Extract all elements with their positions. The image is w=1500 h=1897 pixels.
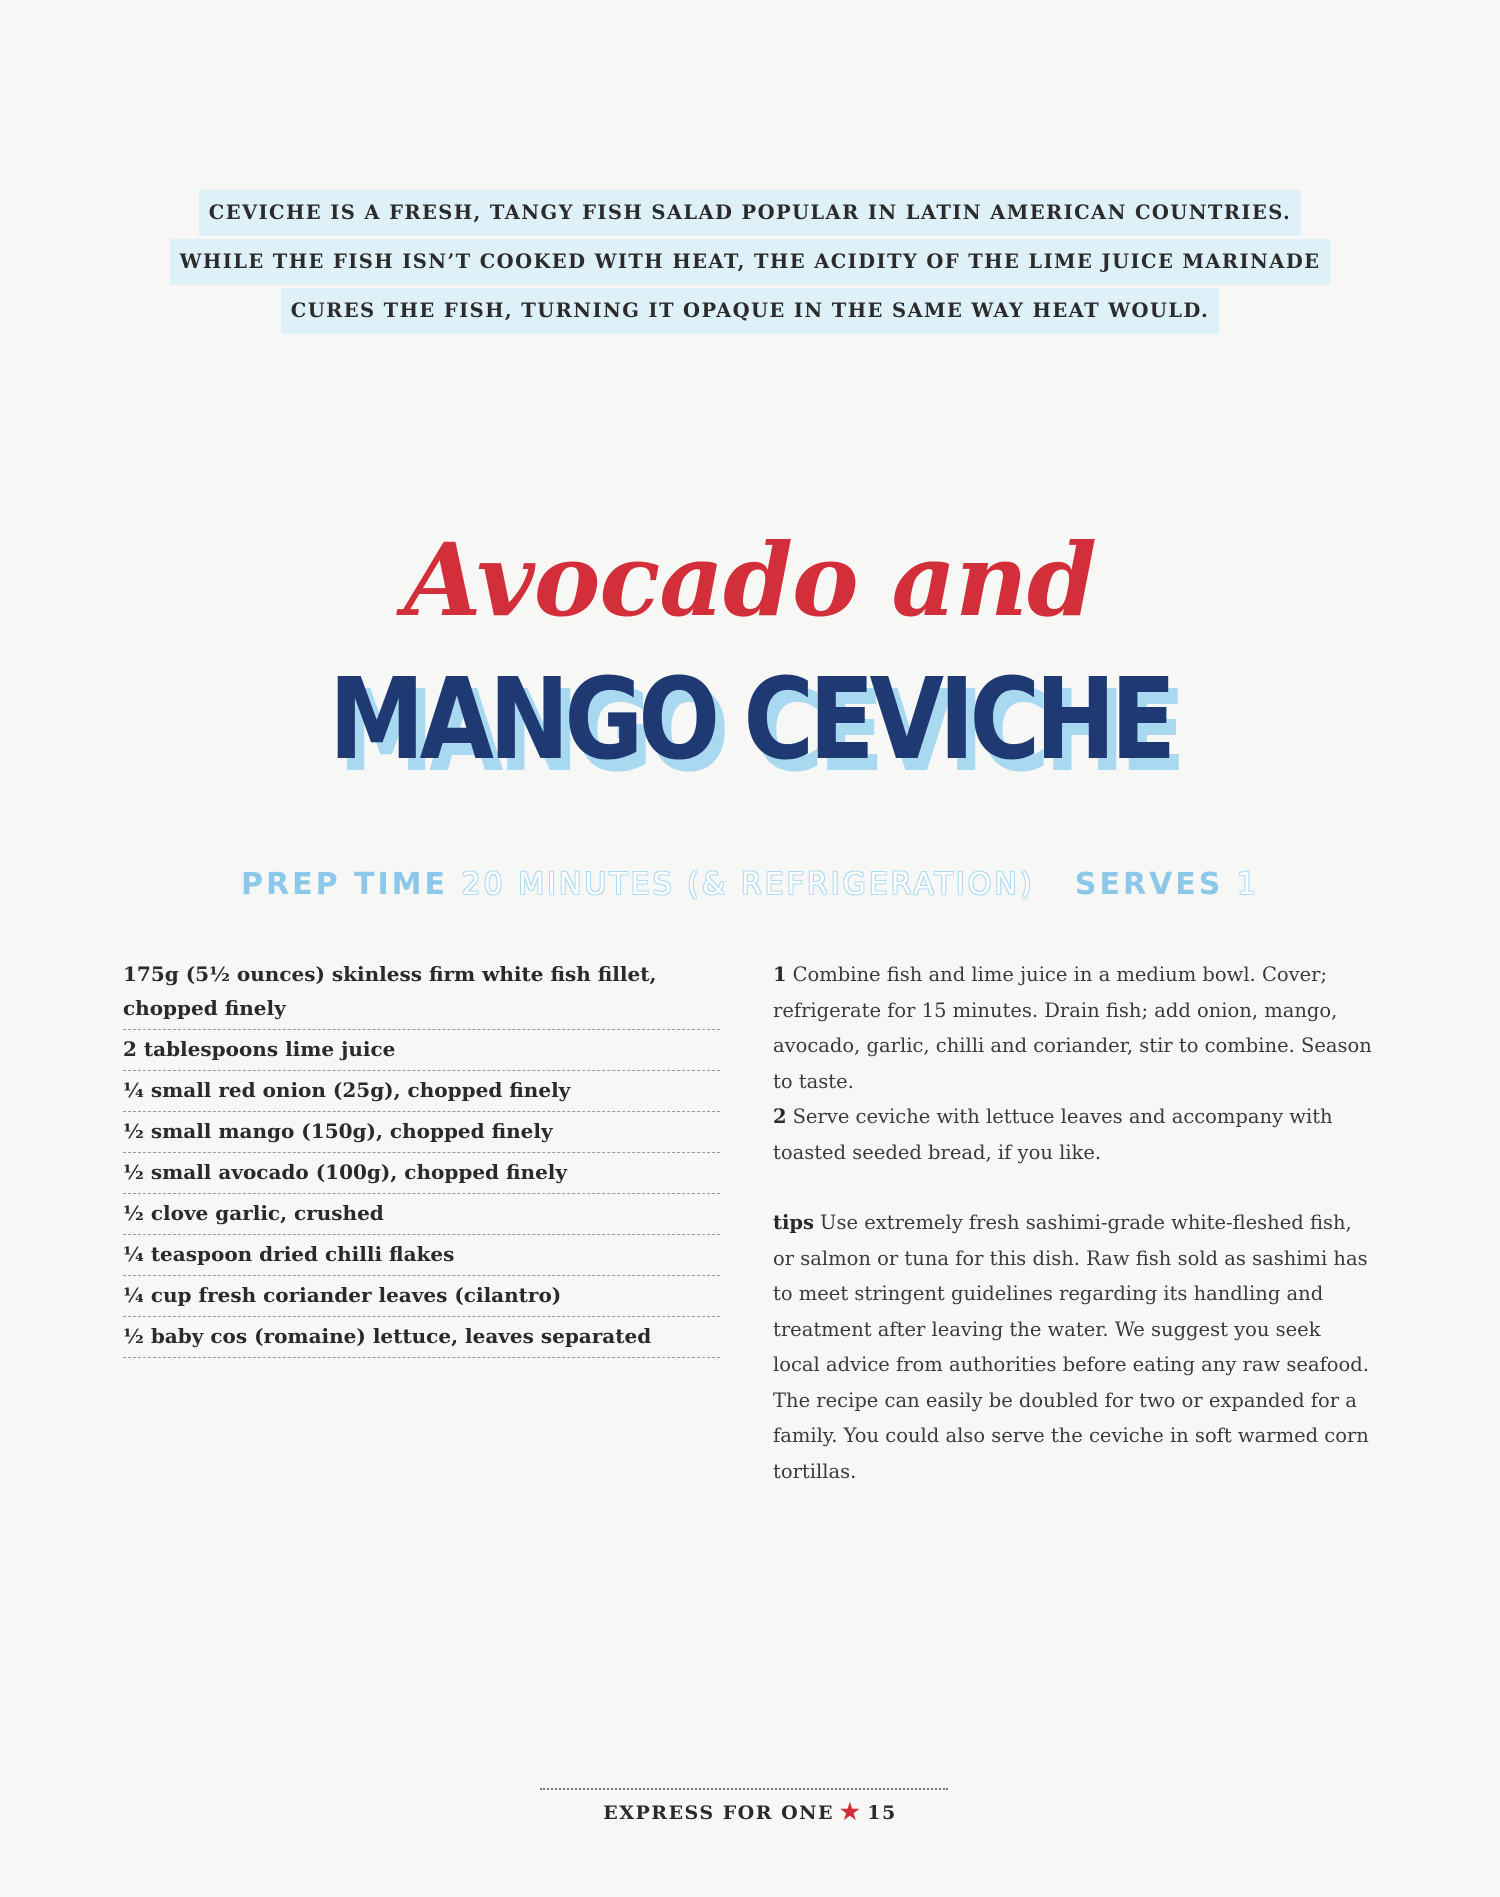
serves-label: SERVES (1074, 867, 1224, 902)
prep-time-value: 20 MINUTES (& REFRIGERATION) (461, 867, 1035, 902)
ingredient-item: 175g (5½ ounces) skinless firm white fish fillet, chopped finely (123, 955, 720, 1030)
ingredient-item: 2 tablespoons lime juice (123, 1030, 720, 1071)
prep-time-label: PREP TIME (241, 867, 449, 902)
book-title: EXPRESS FOR ONE (603, 1802, 835, 1824)
step-number: 1 (773, 963, 787, 986)
ingredient-item: ¼ cup fresh coriander leaves (cilantro) (123, 1276, 720, 1317)
page-footer (0, 1797, 1500, 1828)
prep-info (0, 865, 1500, 905)
intro-text (0, 190, 1500, 337)
step-text: Combine fish and lime juice in a medium bowl. Cover; refrigerate for 15 minutes. Drain fish; add onion, mango, avocado, garlic, chilli and coriander, stir to combine. Season to taste. (773, 963, 1372, 1093)
method-step (773, 957, 1373, 1099)
page-number: 15 (867, 1802, 897, 1824)
star-icon: ★ (840, 1799, 862, 1825)
step-number: 2 (773, 1105, 787, 1128)
serves-value: 1 (1236, 867, 1259, 902)
ingredients-list (123, 955, 720, 1358)
ingredient-item: ½ small mango (150g), chopped finely (123, 1112, 720, 1153)
intro-line: WHILE THE FISH ISN’T COOKED WITH HEAT, THE ACIDITY OF THE LIME JUICE MARINADE (170, 239, 1331, 285)
ingredient-item: ¼ teaspoon dried chilli flakes (123, 1235, 720, 1276)
ingredient-item: ½ clove garlic, crushed (123, 1194, 720, 1235)
intro-line: CURES THE FISH, TURNING IT OPAQUE IN THE SAME WAY HEAT WOULD. (281, 288, 1219, 334)
ingredient-item: ½ baby cos (romaine) lettuce, leaves separated (123, 1317, 720, 1358)
recipe-title-block: MANGO CEVICHE (328, 655, 1172, 785)
method-section (773, 957, 1373, 1489)
recipe-title-script: Avocado and (404, 521, 1096, 639)
tips-paragraph (773, 1205, 1373, 1489)
method-step (773, 1099, 1373, 1170)
intro-line: CEVICHE IS A FRESH, TANGY FISH SALAD POPULAR IN LATIN AMERICAN COUNTRIES. (199, 190, 1301, 236)
tips-text: Use extremely fresh sashimi-grade white-fleshed fish, or salmon or tuna for this dish. Raw fish sold as sashimi has to meet stringent guidelines regarding its handling and treatment after leaving the water. We suggest you seek local advice from authorities before eating any raw seafood. The recipe can easily be doubled for two or expanded for a family. You could also serve the ceviche in soft warmed corn tortillas. (773, 1211, 1369, 1483)
step-text: Serve ceviche with lettuce leaves and accompany with toasted seeded bread, if you like. (773, 1105, 1333, 1164)
tips-label: tips (773, 1211, 815, 1234)
ingredient-item: ½ small avocado (100g), chopped finely (123, 1153, 720, 1194)
footer-divider (540, 1788, 948, 1790)
ingredient-item: ¼ small red onion (25g), chopped finely (123, 1071, 720, 1112)
